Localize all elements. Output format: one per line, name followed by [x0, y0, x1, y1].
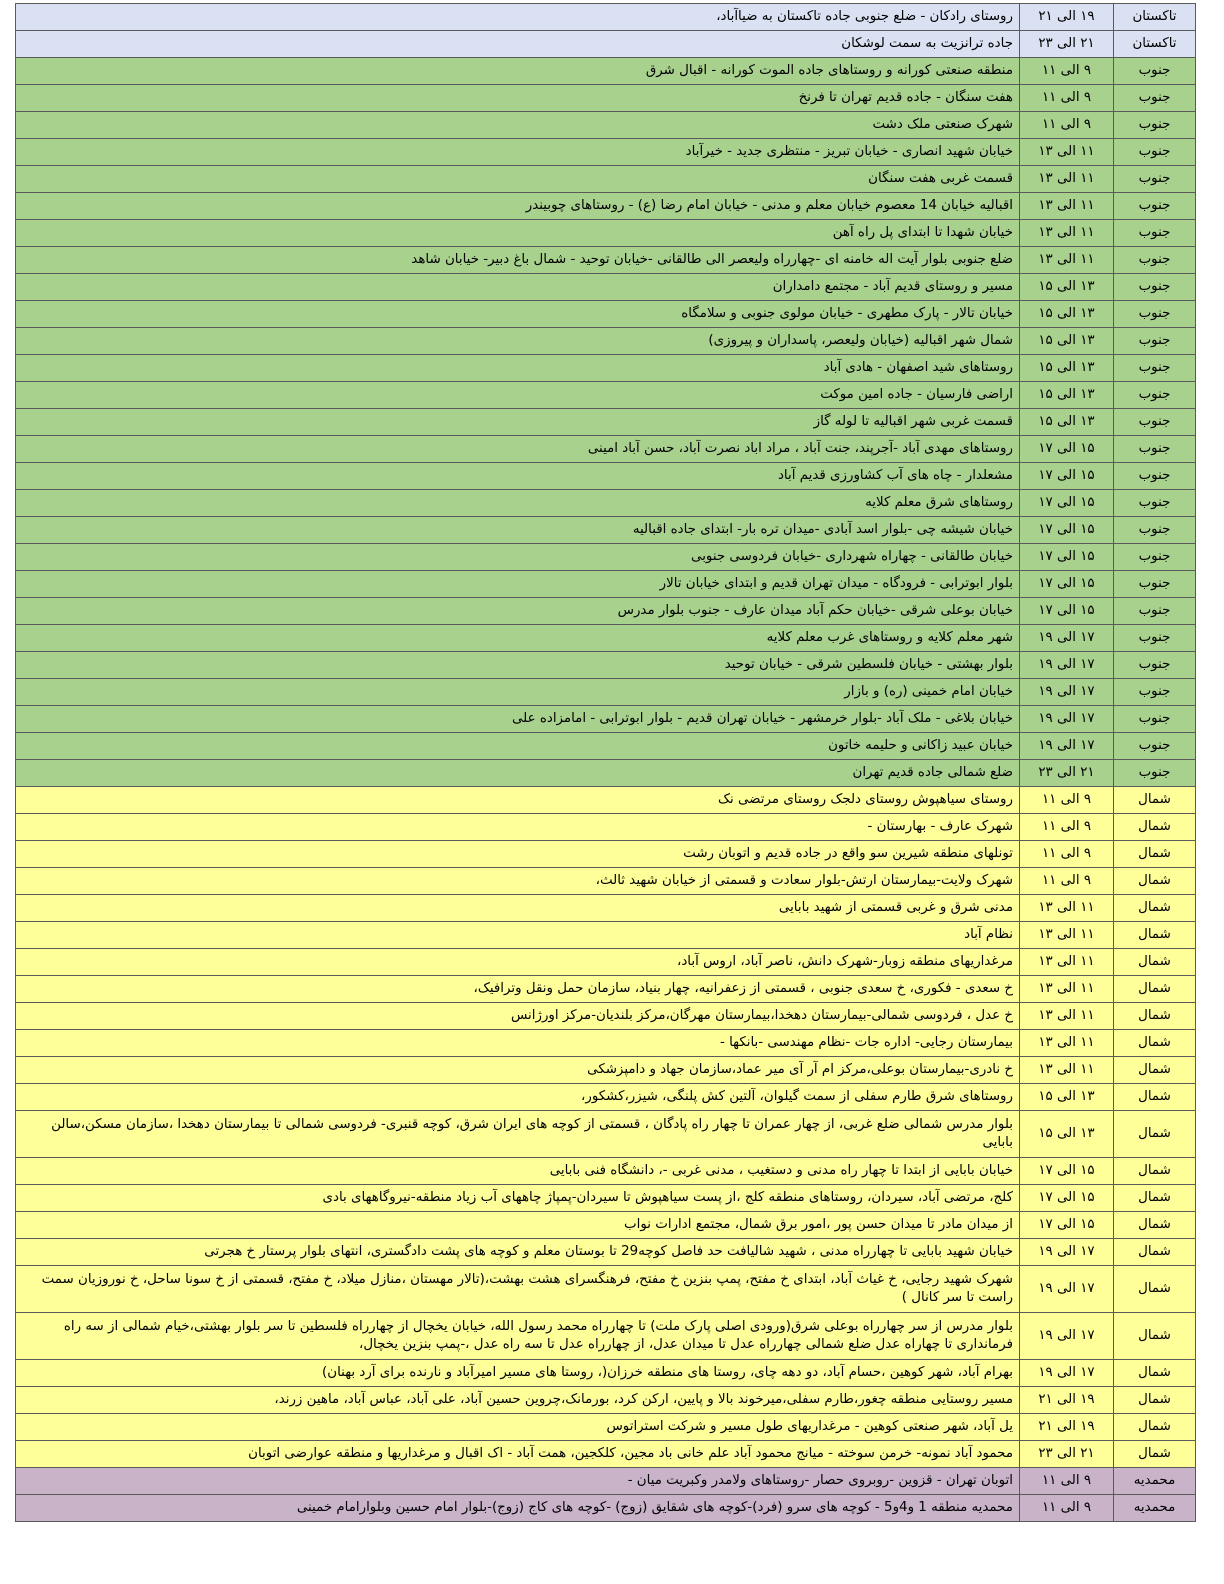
- table-row: [16, 652, 1196, 679]
- area-cell: اتوبان تهران - قزوین -روبروی حصار -روستاهای ولامدر وکبریت میان -: [16, 1468, 1020, 1495]
- time-range-cell: ۱۱ الی ۱۳: [1020, 949, 1114, 976]
- table-row: [16, 625, 1196, 652]
- time-range-cell: ۱۵ الی ۱۷: [1020, 463, 1114, 490]
- time-range-cell: ۱۵ الی ۱۷: [1020, 571, 1114, 598]
- table-row: [16, 274, 1196, 301]
- time-range-cell: ۱۹ الی ۲۱: [1020, 1387, 1114, 1414]
- time-range-cell: ۹ الی ۱۱: [1020, 814, 1114, 841]
- time-range-cell: ۹ الی ۱۱: [1020, 85, 1114, 112]
- region-cell: جنوب: [1114, 355, 1196, 382]
- region-cell: جنوب: [1114, 112, 1196, 139]
- table-row: [16, 4, 1196, 31]
- table-row: [16, 679, 1196, 706]
- area-cell: منطقه صنعتی کورانه و روستاهای جاده الموت کورانه - اقبال شرق: [16, 58, 1020, 85]
- outage-schedule-body: [16, 4, 1196, 1522]
- region-cell: جنوب: [1114, 598, 1196, 625]
- area-cell: هفت سنگان - جاده قدیم تهران تا فرنخ: [16, 85, 1020, 112]
- area-cell: محمود آباد نمونه- خرمن سوخته - میانج محمود آباد علم خانی باد مجین، کلکجین، همت آباد - اک اقبال و مرغداریها و منطقه عوارضی اتوبان: [16, 1441, 1020, 1468]
- region-cell: شمال: [1114, 814, 1196, 841]
- time-range-cell: ۱۷ الی ۱۹: [1020, 706, 1114, 733]
- region-cell: شمال: [1114, 1084, 1196, 1111]
- region-cell: جنوب: [1114, 760, 1196, 787]
- area-cell: بلوار بهشتی - خیابان فلسطین شرقی - خیابان توحید: [16, 652, 1020, 679]
- time-range-cell: ۹ الی ۱۱: [1020, 58, 1114, 85]
- table-row: [16, 247, 1196, 274]
- table-row: [16, 112, 1196, 139]
- time-range-cell: ۱۳ الی ۱۵: [1020, 1111, 1114, 1158]
- outage-schedule-table: [15, 3, 1196, 1522]
- area-cell: بلوار مدرس از سر چهارراه بوعلی شرق(ورودی اصلی پارک ملت) تا چهارراه محمد رسول الله، خیابان یخچال از چهارراه فلسطین تا سر بلوار بهشتی،خیام شمالی از سه راه فرمانداری تا چهاراه عدل ضلع شمالی چهارراه عدل تا میدان عدل، از چهارراه عدل تا سه راه عدل ،-پمپ بنزین یخچال،: [16, 1313, 1020, 1360]
- table-row: [16, 1313, 1196, 1360]
- region-cell: جنوب: [1114, 517, 1196, 544]
- time-range-cell: ۹ الی ۱۱: [1020, 841, 1114, 868]
- table-row: [16, 841, 1196, 868]
- table-row: [16, 1030, 1196, 1057]
- region-cell: جنوب: [1114, 274, 1196, 301]
- area-cell: بیمارستان رجایی- اداره جات -نظام مهندسی -بانکها -: [16, 1030, 1020, 1057]
- region-cell: شمال: [1114, 1030, 1196, 1057]
- table-row: [16, 598, 1196, 625]
- area-cell: بهرام آباد، شهر کوهین ،حسام آباد، دو دهه چای، روستا های منطقه خرزان(، روستا های مسیر امیرآباد و نارنده برای آرد بهنان): [16, 1360, 1020, 1387]
- area-cell: مسیر و روستای قدیم آباد - مجتمع دامداران: [16, 274, 1020, 301]
- time-range-cell: ۱۱ الی ۱۳: [1020, 1057, 1114, 1084]
- region-cell: شمال: [1114, 895, 1196, 922]
- area-cell: نظام آباد: [16, 922, 1020, 949]
- table-row: [16, 193, 1196, 220]
- area-cell: خیابان امام خمینی (ره) و بازار: [16, 679, 1020, 706]
- region-cell: شمال: [1114, 1239, 1196, 1266]
- region-cell: شمال: [1114, 1212, 1196, 1239]
- region-cell: جنوب: [1114, 139, 1196, 166]
- time-range-cell: ۹ الی ۱۱: [1020, 112, 1114, 139]
- region-cell: جنوب: [1114, 409, 1196, 436]
- area-cell: خیابان طالقانی - چهاراه شهرداری -خیابان فردوسی جنوبی: [16, 544, 1020, 571]
- time-range-cell: ۱۷ الی ۱۹: [1020, 1360, 1114, 1387]
- table-row: [16, 301, 1196, 328]
- table-row: [16, 1212, 1196, 1239]
- region-cell: جنوب: [1114, 463, 1196, 490]
- time-range-cell: ۱۵ الی ۱۷: [1020, 517, 1114, 544]
- area-cell: خیابان عبید زاکانی و حلیمه خاتون: [16, 733, 1020, 760]
- region-cell: جنوب: [1114, 301, 1196, 328]
- time-range-cell: ۱۵ الی ۱۷: [1020, 1185, 1114, 1212]
- table-row: [16, 895, 1196, 922]
- region-cell: شمال: [1114, 1313, 1196, 1360]
- area-cell: خ نادری-بیمارستان بوعلی،مرکز ام آر آی میر عماد،سازمان جهاد و دامپزشکی: [16, 1057, 1020, 1084]
- time-range-cell: ۱۹ الی ۲۱: [1020, 1414, 1114, 1441]
- area-cell: روستاهای شید اصفهان - هادی آباد: [16, 355, 1020, 382]
- table-row: [16, 1111, 1196, 1158]
- time-range-cell: ۱۵ الی ۱۷: [1020, 490, 1114, 517]
- region-cell: شمال: [1114, 1057, 1196, 1084]
- table-row: [16, 436, 1196, 463]
- time-range-cell: ۱۱ الی ۱۳: [1020, 220, 1114, 247]
- region-cell: شمال: [1114, 1360, 1196, 1387]
- table-row: [16, 220, 1196, 247]
- table-row: [16, 490, 1196, 517]
- table-row: [16, 706, 1196, 733]
- table-row: [16, 31, 1196, 58]
- time-range-cell: ۹ الی ۱۱: [1020, 868, 1114, 895]
- area-cell: خیابان بلاغی - ملک آباد -بلوار خرمشهر - خیابان تهران قدیم - بلوار ابوترابی - امامزاده علی: [16, 706, 1020, 733]
- region-cell: جنوب: [1114, 733, 1196, 760]
- area-cell: شهرک صنعتی ملک دشت: [16, 112, 1020, 139]
- area-cell: خیابان شهید انصاری - خیابان تبریز - منتظری جدید - خیرآباد: [16, 139, 1020, 166]
- time-range-cell: ۹ الی ۱۱: [1020, 1468, 1114, 1495]
- region-cell: جنوب: [1114, 220, 1196, 247]
- time-range-cell: ۱۱ الی ۱۳: [1020, 1003, 1114, 1030]
- area-cell: تونلهای منطقه شیرین سو واقع در جاده قدیم و اتوبان رشت: [16, 841, 1020, 868]
- region-cell: شمال: [1114, 868, 1196, 895]
- region-cell: جنوب: [1114, 193, 1196, 220]
- time-range-cell: ۱۵ الی ۱۷: [1020, 436, 1114, 463]
- time-range-cell: ۱۱ الی ۱۳: [1020, 895, 1114, 922]
- table-row: [16, 1266, 1196, 1313]
- time-range-cell: ۱۵ الی ۱۷: [1020, 598, 1114, 625]
- region-cell: شمال: [1114, 949, 1196, 976]
- area-cell: بلوار مدرس شمالی ضلع غربی، از چهار عمران تا چهار راه پادگان ، قسمتی از کوچه های ایران شرق، کوچه قنبری- فردوسی شمالی تا بیمارستان دهخدا ،سازمان مسکن،سالن بابایی: [16, 1111, 1020, 1158]
- time-range-cell: ۱۳ الی ۱۵: [1020, 274, 1114, 301]
- time-range-cell: ۲۱ الی ۲۳: [1020, 1441, 1114, 1468]
- area-cell: شهرک ولایت-بیمارستان ارتش-بلوار سعادت و قسمتی از خیابان شهید ثالث،: [16, 868, 1020, 895]
- region-cell: جنوب: [1114, 544, 1196, 571]
- table-row: [16, 85, 1196, 112]
- time-range-cell: ۱۵ الی ۱۷: [1020, 544, 1114, 571]
- area-cell: خیابان شیشه چی -بلوار اسد آبادی -میدان تره بار- ابتدای جاده اقبالیه: [16, 517, 1020, 544]
- area-cell: جاده ترانزیت به سمت لوشکان: [16, 31, 1020, 58]
- region-cell: جنوب: [1114, 166, 1196, 193]
- time-range-cell: ۹ الی ۱۱: [1020, 787, 1114, 814]
- area-cell: اراضی فارسیان - جاده امین موکت: [16, 382, 1020, 409]
- table-row: [16, 787, 1196, 814]
- time-range-cell: ۱۷ الی ۱۹: [1020, 1239, 1114, 1266]
- table-row: [16, 1003, 1196, 1030]
- area-cell: شمال شهر اقبالیه (خیابان ولیعصر، پاسداران و پیروزی): [16, 328, 1020, 355]
- area-cell: ضلع جنوبی بلوار آیت اله خامنه ای -چهارراه ولیعصر الی طالقانی -خیابان توحید - شمال باغ دبیر- خیابان شاهد: [16, 247, 1020, 274]
- region-cell: تاکستان: [1114, 4, 1196, 31]
- time-range-cell: ۱۳ الی ۱۵: [1020, 328, 1114, 355]
- time-range-cell: ۱۳ الی ۱۵: [1020, 382, 1114, 409]
- area-cell: خ سعدی - فکوری، خ سعدی جنوبی ، قسمتی از زعفرانیه، چهار بنیاد، سازمان حمل ونقل وترافیک،: [16, 976, 1020, 1003]
- table-row: [16, 409, 1196, 436]
- area-cell: روستای رادکان - ضلع جنوبی جاده تاکستان به ضیاآباد،: [16, 4, 1020, 31]
- table-row: [16, 139, 1196, 166]
- area-cell: مدنی شرق و غربی قسمتی از شهید بابایی: [16, 895, 1020, 922]
- time-range-cell: ۱۱ الی ۱۳: [1020, 139, 1114, 166]
- table-row: [16, 382, 1196, 409]
- table-row: [16, 58, 1196, 85]
- region-cell: شمال: [1114, 976, 1196, 1003]
- table-row: [16, 544, 1196, 571]
- area-cell: مسیر روستایی منطقه چغور،طارم سفلی،میرخوند بالا و پایین، ارکن کرد، بورمانک،چروین حسین آباد، علی آباد، عباس آباد، ماهین زرند،: [16, 1387, 1020, 1414]
- area-cell: خیابان بابایی از ابتدا تا چهار راه مدنی و دستغیب ، مدنی غربی -، دانشگاه فنی بابایی: [16, 1158, 1020, 1185]
- region-cell: محمدیه: [1114, 1495, 1196, 1522]
- table-row: [16, 868, 1196, 895]
- table-row: [16, 1360, 1196, 1387]
- table-row: [16, 355, 1196, 382]
- region-cell: شمال: [1114, 1111, 1196, 1158]
- time-range-cell: ۱۷ الی ۱۹: [1020, 652, 1114, 679]
- region-cell: شمال: [1114, 1003, 1196, 1030]
- region-cell: جنوب: [1114, 436, 1196, 463]
- area-cell: مشعلدار - چاه های آب کشاورزی قدیم آباد: [16, 463, 1020, 490]
- time-range-cell: ۱۱ الی ۱۳: [1020, 1030, 1114, 1057]
- time-range-cell: ۱۳ الی ۱۵: [1020, 355, 1114, 382]
- region-cell: شمال: [1114, 1185, 1196, 1212]
- time-range-cell: ۱۳ الی ۱۵: [1020, 1084, 1114, 1111]
- area-cell: خ عدل ، فردوسی شمالی-بیمارستان دهخدا،بیمارستان مهرگان،مرکز بلندیان-مرکز اورژانس: [16, 1003, 1020, 1030]
- time-range-cell: ۱۵ الی ۱۷: [1020, 1158, 1114, 1185]
- area-cell: کلج، مرتضی آباد، سیردان، روستاهای منطقه کلج ،از پست سیاهپوش تا سیردان-پمپاژ چاههای آب زیاد منطقه-نیروگاههای بادی: [16, 1185, 1020, 1212]
- time-range-cell: ۱۱ الی ۱۳: [1020, 193, 1114, 220]
- region-cell: شمال: [1114, 1266, 1196, 1313]
- region-cell: شمال: [1114, 1441, 1196, 1468]
- table-row: [16, 571, 1196, 598]
- time-range-cell: ۲۱ الی ۲۳: [1020, 31, 1114, 58]
- area-cell: محمدیه منطقه 1 و4و5 - کوچه های سرو (فرد)-کوچه های شقایق (زوج) -کوچه های کاج (زوج)-بلوار امام حسین وبلوارامام خمینی: [16, 1495, 1020, 1522]
- area-cell: اقبالیه خیابان 14 معصوم خیابان معلم و مدنی - خیابان امام رضا (ع) - روستاهای چوبیندر: [16, 193, 1020, 220]
- table-row: [16, 1414, 1196, 1441]
- table-row: [16, 733, 1196, 760]
- table-row: [16, 166, 1196, 193]
- area-cell: مرغداریهای منطقه زوبار-شهرک دانش، ناصر آباد، اروس آباد،: [16, 949, 1020, 976]
- area-cell: خیابان تالار - پارک مطهری - خیابان مولوی جنوبی و سلامگاه: [16, 301, 1020, 328]
- table-row: [16, 1185, 1196, 1212]
- area-cell: یل آباد، شهر صنعتی کوهین - مرغداریهای طول مسیر و شرکت استراتوس: [16, 1414, 1020, 1441]
- area-cell: قسمت غربی هفت سنگان: [16, 166, 1020, 193]
- area-cell: خیابان بوعلی شرقی -خیابان حکم آباد میدان عارف - جنوب بلوار مدرس: [16, 598, 1020, 625]
- region-cell: شمال: [1114, 1414, 1196, 1441]
- area-cell: قسمت غربی شهر اقبالیه تا لوله گاز: [16, 409, 1020, 436]
- region-cell: جنوب: [1114, 382, 1196, 409]
- region-cell: شمال: [1114, 922, 1196, 949]
- table-row: [16, 328, 1196, 355]
- region-cell: شمال: [1114, 1158, 1196, 1185]
- table-row: [16, 1158, 1196, 1185]
- time-range-cell: ۱۹ الی ۲۱: [1020, 4, 1114, 31]
- time-range-cell: ۱۷ الی ۱۹: [1020, 1313, 1114, 1360]
- region-cell: جنوب: [1114, 85, 1196, 112]
- table-row: [16, 922, 1196, 949]
- area-cell: روستاهای شرق معلم کلایه: [16, 490, 1020, 517]
- region-cell: جنوب: [1114, 58, 1196, 85]
- area-cell: شهر معلم کلایه و روستاهای غرب معلم کلایه: [16, 625, 1020, 652]
- region-cell: شمال: [1114, 841, 1196, 868]
- table-row: [16, 1495, 1196, 1522]
- area-cell: روستاهای شرق طارم سفلی از سمت گیلوان، آلتین کش پلنگی، شیزر،کشکور،: [16, 1084, 1020, 1111]
- region-cell: جنوب: [1114, 652, 1196, 679]
- region-cell: شمال: [1114, 787, 1196, 814]
- region-cell: جنوب: [1114, 679, 1196, 706]
- time-range-cell: ۱۱ الی ۱۳: [1020, 976, 1114, 1003]
- area-cell: بلوار ابوترابی - فرودگاه - میدان تهران قدیم و ابتدای خیابان تالار: [16, 571, 1020, 598]
- table-row: [16, 1468, 1196, 1495]
- table-row: [16, 760, 1196, 787]
- table-row: [16, 976, 1196, 1003]
- region-cell: تاکستان: [1114, 31, 1196, 58]
- area-cell: روستای سیاهپوش روستای دلجک روستای مرتضی نک: [16, 787, 1020, 814]
- area-cell: شهرک عارف - بهارستان -: [16, 814, 1020, 841]
- area-cell: ضلع شمالی جاده قدیم تهران: [16, 760, 1020, 787]
- table-row: [16, 1057, 1196, 1084]
- area-cell: روستاهای مهدی آباد -آجرپند، جنت آباد ، مراد اباد نصرت آباد، حسن آباد امینی: [16, 436, 1020, 463]
- time-range-cell: ۱۳ الی ۱۵: [1020, 301, 1114, 328]
- region-cell: جنوب: [1114, 328, 1196, 355]
- area-cell: خیابان شهید بابایی تا چهارراه مدنی ، شهید شالیافت حد فاصل کوچه29 تا بوستان معلم و کوچه های پشت دادگستری، انتهای بلوار پرستار خ هجرتی: [16, 1239, 1020, 1266]
- table-row: [16, 517, 1196, 544]
- time-range-cell: ۱۱ الی ۱۳: [1020, 922, 1114, 949]
- time-range-cell: ۱۷ الی ۱۹: [1020, 733, 1114, 760]
- time-range-cell: ۱۷ الی ۱۹: [1020, 679, 1114, 706]
- table-row: [16, 1239, 1196, 1266]
- area-cell: شهرک شهید رجایی، خ غیاث آباد، ابتدای خ مفتح، پمپ بنزین خ مفتح، فرهنگسرای هشت بهشت،(تالار مهستان ،منازل میلاد، خ مفتح، قسمتی از خ سونا ساحل، خ نوروزیان سمت راست تا سر کانال ): [16, 1266, 1020, 1313]
- table-row: [16, 949, 1196, 976]
- table-row: [16, 463, 1196, 490]
- region-cell: محمدیه: [1114, 1468, 1196, 1495]
- table-row: [16, 1441, 1196, 1468]
- region-cell: جنوب: [1114, 706, 1196, 733]
- time-range-cell: ۱۱ الی ۱۳: [1020, 247, 1114, 274]
- table-row: [16, 1084, 1196, 1111]
- table-row: [16, 814, 1196, 841]
- time-range-cell: ۱۵ الی ۱۷: [1020, 1212, 1114, 1239]
- time-range-cell: ۱۱ الی ۱۳: [1020, 166, 1114, 193]
- area-cell: از میدان مادر تا میدان حسن پور ،امور برق شمال، مجتمع ادارات نواب: [16, 1212, 1020, 1239]
- region-cell: جنوب: [1114, 490, 1196, 517]
- time-range-cell: ۲۱ الی ۲۳: [1020, 760, 1114, 787]
- region-cell: شمال: [1114, 1387, 1196, 1414]
- region-cell: جنوب: [1114, 247, 1196, 274]
- time-range-cell: ۱۷ الی ۱۹: [1020, 1266, 1114, 1313]
- table-row: [16, 1387, 1196, 1414]
- time-range-cell: ۱۷ الی ۱۹: [1020, 625, 1114, 652]
- time-range-cell: ۹ الی ۱۱: [1020, 1495, 1114, 1522]
- time-range-cell: ۱۳ الی ۱۵: [1020, 409, 1114, 436]
- region-cell: جنوب: [1114, 625, 1196, 652]
- region-cell: جنوب: [1114, 571, 1196, 598]
- area-cell: خیابان شهدا تا ابتدای پل راه آهن: [16, 220, 1020, 247]
